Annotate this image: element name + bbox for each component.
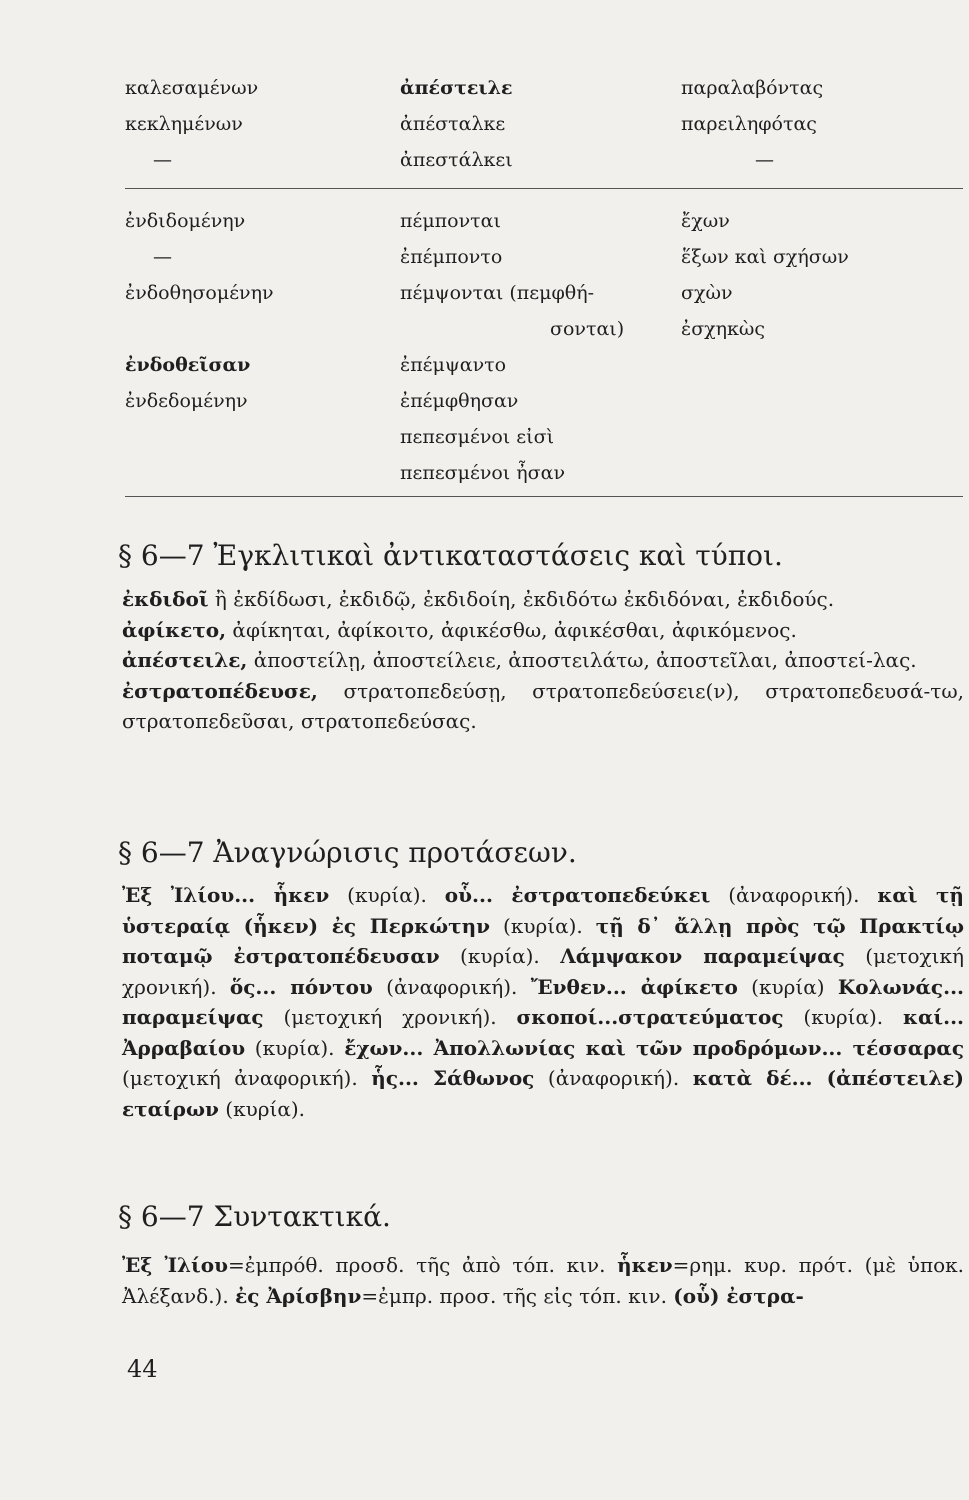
cell: πέμψονται (πεμφθή- xyxy=(400,282,595,304)
cell: ἀπέσταλκε xyxy=(400,113,506,135)
paragraph-line xyxy=(122,615,964,646)
phrase: Ἐξ Ἰλίου xyxy=(122,1253,228,1277)
label: (κυρία). xyxy=(439,944,561,968)
section-body-enclitic xyxy=(122,584,964,737)
section-body-syntax xyxy=(122,1250,964,1311)
label: (ἀναφορική). xyxy=(372,974,531,999)
phrase: κατὰ δέ... (ἀπέστειλε) εταίρων xyxy=(122,1066,964,1121)
cell: ἐπέμψαντο xyxy=(400,354,507,376)
cell: πεπεσμένοι ἦσαν xyxy=(400,462,566,484)
section-heading-syntax: § 6—7 Συντακτικά. xyxy=(118,1200,391,1233)
cell: κεκλημένων xyxy=(125,113,243,135)
phrase: Κολωνάς... παραμείψας xyxy=(122,974,964,1029)
phrase: καί... Ἀρραβαίου xyxy=(122,1005,964,1060)
table-divider xyxy=(125,188,963,189)
phrase: ἧκεν xyxy=(617,1253,673,1277)
phrase: σκοποί...στρατεύματος xyxy=(516,1005,784,1029)
cell: ἐνδεδομένην xyxy=(125,390,248,412)
phrase: ἧς... Σάθωνος xyxy=(371,1066,535,1090)
cell: πεπεσμένοι εἰσὶ xyxy=(400,426,555,448)
label: (ἀναφορική). xyxy=(710,883,878,907)
cell: ἐνδοθησομένην xyxy=(125,282,274,304)
phrase: ἐς Ἀρίσβην xyxy=(235,1283,362,1308)
cell: πέμπονται xyxy=(400,210,501,232)
cell: ἐσχηκὼς xyxy=(681,318,766,340)
phrase: (οὗ) ἐστρα- xyxy=(673,1283,804,1308)
cell: — xyxy=(153,246,172,268)
headword: ἀφίκετο, xyxy=(122,617,227,642)
label: (κυρία). xyxy=(218,1096,305,1121)
label: (μετοχική ἀναφορική). xyxy=(122,1066,372,1090)
cell: σχὼν xyxy=(681,282,733,304)
cell: ἔχων xyxy=(681,210,730,232)
label: (κυρία). xyxy=(245,1035,345,1060)
label: (κυρία) xyxy=(737,974,838,999)
phrase: Λάμψακον παραμείψας xyxy=(560,944,845,968)
label: (ἀναφορική). xyxy=(534,1066,693,1090)
headword: ἀπέστειλε, xyxy=(122,648,248,672)
label: =ἐμπρ. προσ. τῆς εἰς τόπ. κιν. xyxy=(361,1283,674,1308)
cell: — xyxy=(755,149,774,171)
section-body-clauses xyxy=(122,880,964,1124)
table-divider xyxy=(125,496,963,497)
cell: — xyxy=(153,149,172,171)
cell: ἐπέμποντο xyxy=(400,246,503,268)
cell: ἐπέμφθησαν xyxy=(400,390,519,412)
cell: ἀπεστάλκει xyxy=(400,149,513,171)
phrase: ὅς... πόντου xyxy=(229,974,373,999)
cell: καλεσαμένων xyxy=(125,77,259,99)
section-heading-enclitic: § 6—7 Ἐγκλιτικαὶ ἀντικαταστάσεις καὶ τύποι. xyxy=(118,539,783,572)
forms: ἀποστείλῃ, ἀποστείλειε, ἀποστειλάτω, ἀποστεῖλαι, ἀποστεί-λας. xyxy=(247,648,917,672)
label: (μετοχική χρονική). xyxy=(263,1005,517,1029)
label: (μετοχική χρονική). xyxy=(122,944,964,999)
label: =ρημ. κυρ. πρότ. (μὲ ὑποκ. Ἀλέξανδ.). xyxy=(122,1253,965,1308)
section-heading-clauses: § 6—7 Ἀναγνώρισις προτάσεων. xyxy=(118,836,577,869)
forms: ἢ ἐκδίδωσι, ἐκδιδῷ, ἐκδιδοίη, ἐκδιδότω ἐκδιδόναι, ἐκδιδούς. xyxy=(208,587,835,611)
label: (κυρία). xyxy=(329,883,445,907)
label: (κυρία). xyxy=(490,913,596,938)
phrase: ἔχων... Ἀπολλωνίας καὶ τῶν προδρόμων... τέσσαρας xyxy=(344,1035,964,1060)
phrase: οὗ... ἐστρατοπεδεύκει xyxy=(444,883,711,907)
cell: ἐνδοθεῖσαν xyxy=(125,354,251,376)
paragraph-line xyxy=(122,645,964,676)
paragraph-line xyxy=(122,676,964,737)
forms: στρατοπεδεύσῃ, στρατοπεδεύσειε(ν), στρατοπεδευσά-τω, στρατοπεδεῦσαι, στρατοπεδεύσας. xyxy=(122,678,964,733)
label: =ἐμπρόθ. προσδ. τῆς ἀπὸ τόπ. κιν. xyxy=(227,1253,618,1277)
cell: ἐνδιδομένην xyxy=(125,210,246,232)
cell: παρειληφότας xyxy=(681,113,817,135)
phrase: τῇ δ᾽ ἄλλῃ πρὸς τῷ Πρακτίῳ ποταμῷ ἐστρατοπέδευσαν xyxy=(122,913,964,968)
cell: ἀπέστειλε xyxy=(400,77,513,99)
headword: ἐστρατοπέδευσε, xyxy=(122,678,318,703)
cell: σονται) xyxy=(550,318,625,340)
label: (κυρία). xyxy=(783,1005,904,1029)
cell: ἕξων καὶ σχήσων xyxy=(681,246,849,268)
forms: ἀφίκηται, ἀφίκοιτο, ἀφικέσθω, ἀφικέσθαι, ἀφικόμενος. xyxy=(226,617,797,642)
phrase: Ἐξ Ἰλίου... ἧκεν xyxy=(122,883,330,907)
paragraph-line xyxy=(122,584,964,615)
headword: ἐκδιδοῖ xyxy=(122,587,209,611)
phrase: Ἔνθεν... ἀφίκετο xyxy=(530,974,738,999)
cell: παραλαβόντας xyxy=(681,77,824,99)
phrase: καὶ τῇ ὑστεραίᾳ (ἧκεν) ἐς Περκώτην xyxy=(122,883,964,938)
page-number: 44 xyxy=(127,1355,158,1383)
